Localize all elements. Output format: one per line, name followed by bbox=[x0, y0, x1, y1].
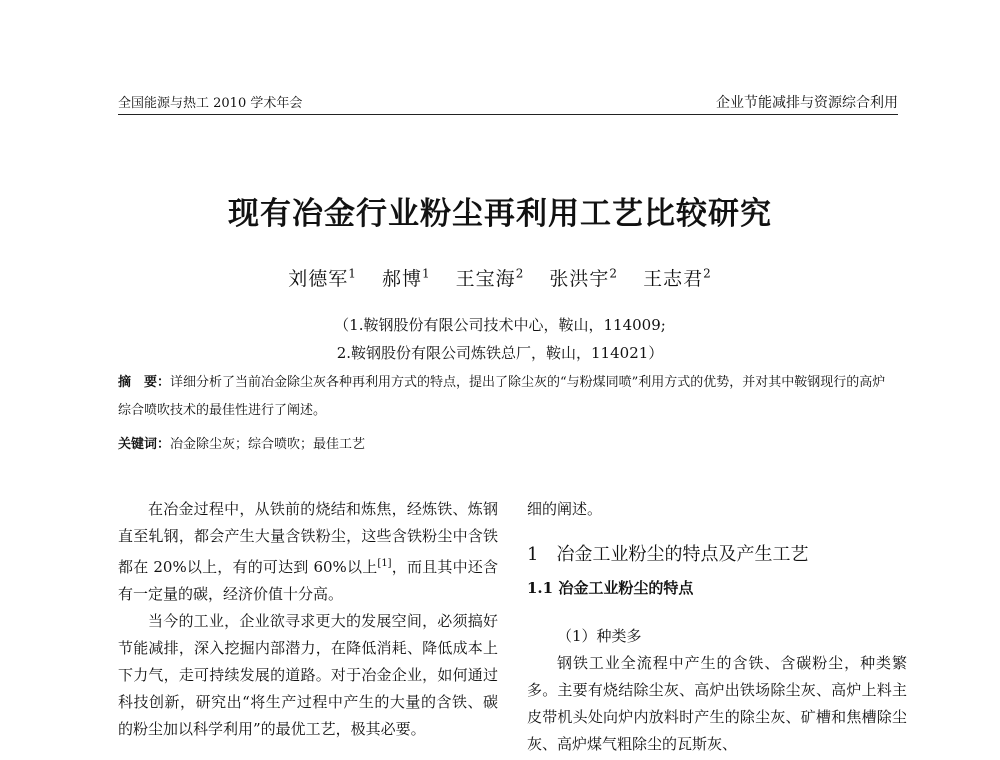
running-header-left: 全国能源与热工 2010 学术年会 bbox=[118, 96, 303, 111]
paragraph-text: 在冶金过程中，从铁前的烧结和炼焦，经炼铁、炼钢直至轧钢，都会产生大量含铁粉尘，这些含铁粉尘中含铁都在 20%以上，有的可达到 60%以上 bbox=[118, 500, 498, 576]
paper-title: 现有冶金行业粉尘再利用工艺比较研究 bbox=[228, 196, 772, 232]
keywords-label: 关键词： bbox=[118, 437, 171, 452]
author-name: 张洪宇 bbox=[549, 268, 610, 290]
list-item-heading: （1）种类多 bbox=[557, 627, 642, 645]
affiliation-line-2: 2.鞍钢股份有限公司炼铁总厂，鞍山，114021） bbox=[336, 344, 664, 362]
citation-ref: [1] bbox=[377, 558, 392, 569]
keywords-text: 冶金除尘灰；综合喷吹；最佳工艺 bbox=[170, 437, 366, 452]
author bbox=[288, 268, 357, 290]
author-affiliation-mark: 1 bbox=[348, 266, 357, 281]
author bbox=[382, 268, 431, 290]
author-affiliation-mark: 2 bbox=[703, 266, 712, 281]
author-affiliation-mark: 2 bbox=[609, 266, 619, 281]
body-paragraph: 钢铁工业全流程中产生的含铁、含碳粉尘，种类繁多。主要有烧结除尘灰、高炉出铁场除尘灰、高炉上料主皮带机头处向炉内放料时产生的除尘灰、矿槽和焦槽除尘灰、高炉煤气粗除尘的瓦斯灰、 bbox=[527, 654, 907, 753]
author-affiliation-mark: 1 bbox=[421, 266, 431, 281]
left-column bbox=[118, 496, 498, 743]
author-name: 刘德军 bbox=[288, 268, 349, 290]
section-heading: 1 冶金工业粉尘的特点及产生工艺 bbox=[527, 544, 809, 565]
author-name: 郝博 bbox=[381, 268, 422, 290]
abstract bbox=[118, 369, 898, 425]
author-name: 王宝海 bbox=[455, 268, 516, 290]
author-affiliation-mark: 2 bbox=[515, 266, 525, 281]
running-header bbox=[118, 92, 898, 115]
author bbox=[549, 268, 618, 290]
subsection-heading: 1.1 冶金工业粉尘的特点 bbox=[527, 579, 694, 597]
body-paragraph-continued: 细的阐述。 bbox=[527, 500, 603, 518]
author-name: 王志君 bbox=[643, 268, 704, 290]
keywords bbox=[118, 433, 898, 452]
body-paragraph bbox=[118, 496, 498, 608]
author bbox=[456, 268, 525, 290]
body-paragraph: 当今的工业，企业欲寻求更大的发展空间，必须搞好节能减排，深入挖掘内部潜力，在降低消耗、降低成本上下力气，走可持续发展的道路。对于冶金企业，如何通过科技创新，研究出“将生产过程中产生的大量的含铁、碳的粉尘加以科学利用”的最优工艺，极其必要。 bbox=[118, 612, 498, 738]
right-column bbox=[527, 496, 907, 758]
author-list bbox=[0, 264, 1000, 291]
author bbox=[643, 268, 712, 290]
abstract-text: 详细分析了当前冶金除尘灰各种再利用方式的特点，提出了除尘灰的“与粉煤同喷”利用方式的优势，并对其中鞍钢现行的高炉综合喷吹技术的最佳性进行了阐述。 bbox=[118, 375, 886, 418]
running-header-right: 企业节能减排与资源综合利用 bbox=[716, 95, 898, 111]
paragraph-text-cont: ，而且其中还含有一定量的碳，经济价值十分高。 bbox=[118, 558, 498, 603]
affiliation-line-1: （1.鞍钢股份有限公司技术中心，鞍山，114009; bbox=[334, 316, 666, 334]
abstract-label: 摘 要： bbox=[118, 375, 171, 390]
